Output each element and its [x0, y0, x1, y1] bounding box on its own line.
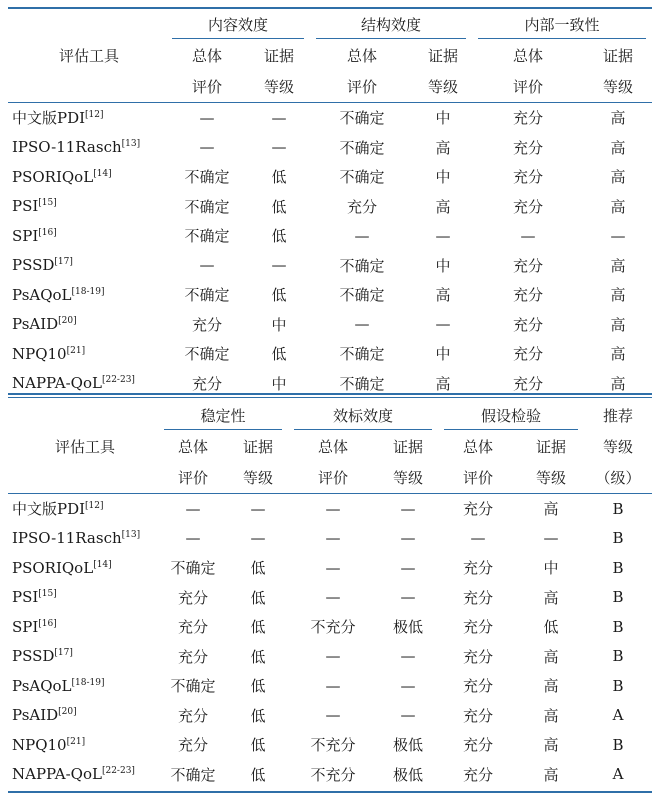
- group-header-stability: 稳定性: [158, 400, 288, 431]
- subheader-level: 等级: [603, 78, 634, 96]
- table-cell: —: [325, 499, 341, 518]
- table-cell: —: [400, 499, 416, 518]
- subheader-evidence: 证据: [264, 47, 295, 65]
- table-cell: 不充分: [310, 765, 356, 784]
- table-cell: 低: [250, 765, 266, 784]
- table-cell: 高: [543, 500, 559, 519]
- tool-header: 评估工具: [58, 47, 119, 65]
- tool-name: NPQ10[21]: [12, 344, 86, 363]
- subheader-evidence: 证据: [603, 47, 634, 65]
- table-cell: 不确定: [339, 374, 385, 393]
- table-cell: 充分: [191, 374, 222, 393]
- table-row: [8, 310, 652, 340]
- table-row: [8, 221, 652, 251]
- table-cell: 极低: [393, 736, 424, 755]
- table-cell: 高: [610, 286, 626, 305]
- table-cell: 低: [271, 227, 287, 246]
- table-cell: —: [610, 226, 626, 245]
- table-cell: 充分: [177, 588, 208, 607]
- table-row: [8, 583, 652, 613]
- table-cell: 高: [610, 256, 626, 275]
- table-cell: 极低: [393, 765, 424, 784]
- subheader-rating: 评价: [191, 78, 222, 96]
- table-cell: 高: [543, 706, 559, 725]
- table-cell: 不确定: [170, 677, 216, 696]
- table-cell: 不确定: [184, 227, 230, 246]
- table-cell: 充分: [463, 736, 494, 755]
- table-cell: 不充分: [310, 618, 356, 637]
- table-cell: —: [185, 499, 201, 518]
- table-cell: —: [199, 108, 215, 127]
- table-cell: —: [354, 315, 370, 334]
- table-cell: 高: [543, 765, 559, 784]
- table-row: [8, 192, 652, 222]
- rec-header-line1: 推荐: [603, 407, 634, 425]
- table-cell: B: [612, 558, 624, 577]
- table-cell: 充分: [177, 736, 208, 755]
- table-cell: 低: [250, 706, 266, 725]
- table-cell: 低: [543, 618, 559, 637]
- table-cell: 充分: [177, 647, 208, 666]
- table-cell: 高: [610, 168, 626, 187]
- subheader-level: 等级: [536, 469, 567, 487]
- group-header-structural-validity: 结构效度: [310, 8, 472, 40]
- table-cell: 不确定: [184, 197, 230, 216]
- table-cell: —: [400, 529, 416, 548]
- reference-marker: [15]: [38, 198, 57, 209]
- reference-marker: [18-19]: [71, 677, 105, 688]
- table-cell: 高: [610, 197, 626, 216]
- table-cell: B: [612, 617, 624, 636]
- subheader-level: 等级: [264, 78, 295, 96]
- table-row: [8, 553, 652, 583]
- tool-name: 中文版PDI[12]: [12, 500, 104, 519]
- tool-name: IPSO-11Rasch[13]: [12, 138, 141, 157]
- subheader-rating: 评价: [177, 469, 208, 487]
- table-cell: B: [612, 647, 624, 666]
- table-cell: 充分: [513, 374, 544, 393]
- table-cell: 中: [435, 109, 451, 128]
- reference-marker: [14]: [93, 559, 112, 570]
- table-cell: 不确定: [170, 765, 216, 784]
- table-cell: 充分: [463, 559, 494, 578]
- table-cell: 中: [435, 256, 451, 275]
- reference-marker: [22-23]: [101, 766, 135, 777]
- table-cell: 充分: [513, 286, 544, 305]
- rec-header-line3: （级）: [595, 469, 641, 487]
- table-cell: 低: [250, 618, 266, 637]
- tool-name: IPSO-11Rasch[13]: [12, 529, 141, 548]
- table-cell: 充分: [347, 197, 378, 216]
- reference-marker: [12]: [85, 110, 104, 121]
- table-cell: 充分: [463, 588, 494, 607]
- reference-marker: [12]: [85, 501, 104, 512]
- table-cell: —: [435, 226, 451, 245]
- tool-name: NAPPA-QoL[22-23]: [12, 374, 135, 393]
- table-cell: —: [400, 588, 416, 607]
- table-cell: 低: [250, 647, 266, 666]
- table-cell: 充分: [463, 677, 494, 696]
- table-cell: 不确定: [184, 168, 230, 187]
- subheader-level: 等级: [243, 469, 274, 487]
- table-cell: 低: [250, 559, 266, 578]
- table-cell: —: [325, 529, 341, 548]
- table-cell: 不确定: [339, 286, 385, 305]
- table-cell: —: [400, 706, 416, 725]
- table-cell: —: [435, 315, 451, 334]
- reference-marker: [13]: [121, 530, 141, 541]
- table-cell: B: [612, 588, 624, 607]
- table-cell: 高: [543, 647, 559, 666]
- table-cell: —: [470, 529, 486, 548]
- section-divider-thin: [8, 397, 652, 399]
- table-cell: 低: [271, 286, 287, 305]
- table-cell: —: [250, 529, 266, 548]
- table-cell: 充分: [513, 256, 544, 275]
- table-cell: —: [250, 499, 266, 518]
- subheader-overall: 总体: [318, 438, 349, 456]
- table-cell: 高: [610, 315, 626, 334]
- table-cell: —: [400, 647, 416, 666]
- table-cell: 不充分: [310, 736, 356, 755]
- table-cell: 不确定: [339, 256, 385, 275]
- table-cell: 不确定: [170, 559, 216, 578]
- table-cell: 充分: [463, 765, 494, 784]
- table-cell: 低: [271, 197, 287, 216]
- table-cell: 高: [610, 138, 626, 157]
- table-cell: —: [520, 226, 536, 245]
- table-cell: —: [325, 676, 341, 695]
- table-cell: 充分: [513, 138, 544, 157]
- table-cell: 充分: [177, 618, 208, 637]
- table-cell: 中: [435, 345, 451, 364]
- subheader-overall: 总体: [463, 438, 494, 456]
- tool-name: PSSD[17]: [12, 256, 73, 275]
- reference-marker: [16]: [38, 227, 57, 238]
- table-cell: 不确定: [184, 345, 230, 364]
- table-row: [8, 701, 652, 731]
- table-row: [8, 612, 652, 642]
- table-cell: —: [325, 558, 341, 577]
- table-cell: A: [612, 706, 624, 725]
- table-cell: —: [185, 529, 201, 548]
- table-row: [8, 494, 652, 524]
- table-cell: 不确定: [339, 168, 385, 187]
- table-cell: 低: [271, 168, 287, 187]
- table-row: [8, 280, 652, 310]
- table-cell: B: [612, 529, 624, 548]
- group-header-hypothesis-testing: 假设检验: [438, 400, 584, 431]
- table-cell: 低: [250, 588, 266, 607]
- table-row: [8, 103, 652, 133]
- subheader-overall: 总体: [191, 47, 222, 65]
- table-row: [8, 760, 652, 790]
- tool-name: SPI[16]: [12, 226, 57, 245]
- table-cell: —: [325, 588, 341, 607]
- subheader-level: 等级: [393, 469, 424, 487]
- table-row: [8, 730, 652, 760]
- tool-header: 评估工具: [54, 438, 115, 456]
- tool-name: PSORIQoL[14]: [12, 167, 112, 186]
- table-cell: —: [271, 138, 287, 157]
- table-cell: 中: [271, 374, 287, 393]
- subheader-rating: 评价: [463, 469, 494, 487]
- table-cell: 充分: [513, 197, 544, 216]
- table-cell: 充分: [463, 618, 494, 637]
- subheader-level: 等级: [428, 78, 459, 96]
- table-cell: —: [325, 647, 341, 666]
- table-cell: 高: [435, 286, 451, 305]
- reference-marker: [17]: [54, 257, 73, 268]
- table-cell: —: [400, 676, 416, 695]
- subheader-rating: 评价: [513, 78, 544, 96]
- table-cell: 充分: [191, 315, 222, 334]
- subheader-evidence: 证据: [243, 438, 274, 456]
- table-cell: —: [271, 256, 287, 275]
- table-cell: 不确定: [184, 286, 230, 305]
- rec-header-line2: 等级: [603, 438, 634, 456]
- table-cell: A: [612, 765, 624, 784]
- reference-marker: [16]: [38, 618, 57, 629]
- tool-name: PsAID[20]: [12, 315, 77, 334]
- subheader-rating: 评价: [347, 78, 378, 96]
- table-cell: B: [612, 676, 624, 695]
- subheader-overall: 总体: [347, 47, 378, 65]
- table-cell: —: [271, 108, 287, 127]
- reference-marker: [21]: [66, 736, 86, 747]
- table-row: [8, 524, 652, 554]
- table-cell: 不确定: [339, 109, 385, 128]
- table-cell: 充分: [513, 315, 544, 334]
- table-cell: 高: [435, 197, 451, 216]
- table-cell: 高: [435, 138, 451, 157]
- tool-name: PsAID[20]: [12, 706, 77, 725]
- reference-marker: [20]: [58, 316, 77, 327]
- reference-marker: [21]: [66, 345, 86, 356]
- table-cell: 高: [435, 374, 451, 393]
- group-header-content-validity: 内容效度: [166, 8, 310, 40]
- table-end-rule: [8, 791, 652, 793]
- tool-name: PsAQoL[18-19]: [12, 285, 105, 304]
- table-cell: 不确定: [339, 345, 385, 364]
- table-cell: 充分: [463, 706, 494, 725]
- reference-marker: [17]: [54, 648, 73, 659]
- table-cell: 低: [250, 677, 266, 696]
- table-cell: 高: [610, 109, 626, 128]
- table-cell: B: [612, 499, 624, 518]
- table-cell: —: [199, 256, 215, 275]
- reference-marker: [13]: [121, 139, 141, 150]
- reference-marker: [14]: [93, 168, 112, 179]
- table-cell: 高: [543, 677, 559, 696]
- table-row: [8, 642, 652, 672]
- table-cell: B: [612, 735, 624, 754]
- table-row: [8, 133, 652, 163]
- table-cell: 高: [543, 588, 559, 607]
- group-header-criterion-validity: 效标效度: [288, 400, 438, 431]
- table-cell: 中: [435, 168, 451, 187]
- table-cell: 中: [543, 559, 559, 578]
- table-cell: 高: [543, 736, 559, 755]
- table-cell: —: [199, 138, 215, 157]
- table-cell: —: [543, 529, 559, 548]
- table-cell: 极低: [393, 618, 424, 637]
- tool-name: PSORIQoL[14]: [12, 558, 112, 577]
- subheader-overall: 总体: [513, 47, 544, 65]
- table-row: [8, 339, 652, 369]
- table-row: [8, 671, 652, 701]
- table-cell: 低: [271, 345, 287, 364]
- table-cell: 高: [610, 374, 626, 393]
- table-cell: 不确定: [339, 138, 385, 157]
- table-top: [8, 7, 652, 398]
- subheader-rating: 评价: [318, 469, 349, 487]
- table-row: [8, 251, 652, 281]
- table-cell: 中: [271, 315, 287, 334]
- table-cell: 充分: [463, 647, 494, 666]
- reference-marker: [18-19]: [71, 286, 105, 297]
- tool-name: 中文版PDI[12]: [12, 109, 104, 128]
- table-cell: 充分: [513, 168, 544, 187]
- subheader-evidence: 证据: [428, 47, 459, 65]
- tool-name: PSSD[17]: [12, 647, 73, 666]
- table-cell: 高: [610, 345, 626, 364]
- tool-name: NPQ10[21]: [12, 735, 86, 754]
- tool-name: PSI[15]: [12, 197, 57, 216]
- group-header-internal-consistency: 内部一致性: [472, 8, 652, 40]
- subheader-overall: 总体: [177, 438, 208, 456]
- table-cell: —: [354, 226, 370, 245]
- table-row: [8, 162, 652, 192]
- reference-marker: [15]: [38, 589, 57, 600]
- table-cell: —: [325, 706, 341, 725]
- table-cell: 低: [250, 736, 266, 755]
- table-cell: 充分: [463, 500, 494, 519]
- tool-name: PsAQoL[18-19]: [12, 676, 105, 695]
- reference-marker: [22-23]: [101, 375, 135, 386]
- table-cell: 充分: [513, 109, 544, 128]
- table-cell: —: [400, 558, 416, 577]
- tool-name: PSI[15]: [12, 588, 57, 607]
- tool-name: NAPPA-QoL[22-23]: [12, 765, 135, 784]
- table-bottom: [8, 400, 652, 789]
- table-cell: 充分: [177, 706, 208, 725]
- subheader-evidence: 证据: [393, 438, 424, 456]
- tool-name: SPI[16]: [12, 617, 57, 636]
- subheader-evidence: 证据: [536, 438, 567, 456]
- reference-marker: [20]: [58, 707, 77, 718]
- table-cell: 充分: [513, 345, 544, 364]
